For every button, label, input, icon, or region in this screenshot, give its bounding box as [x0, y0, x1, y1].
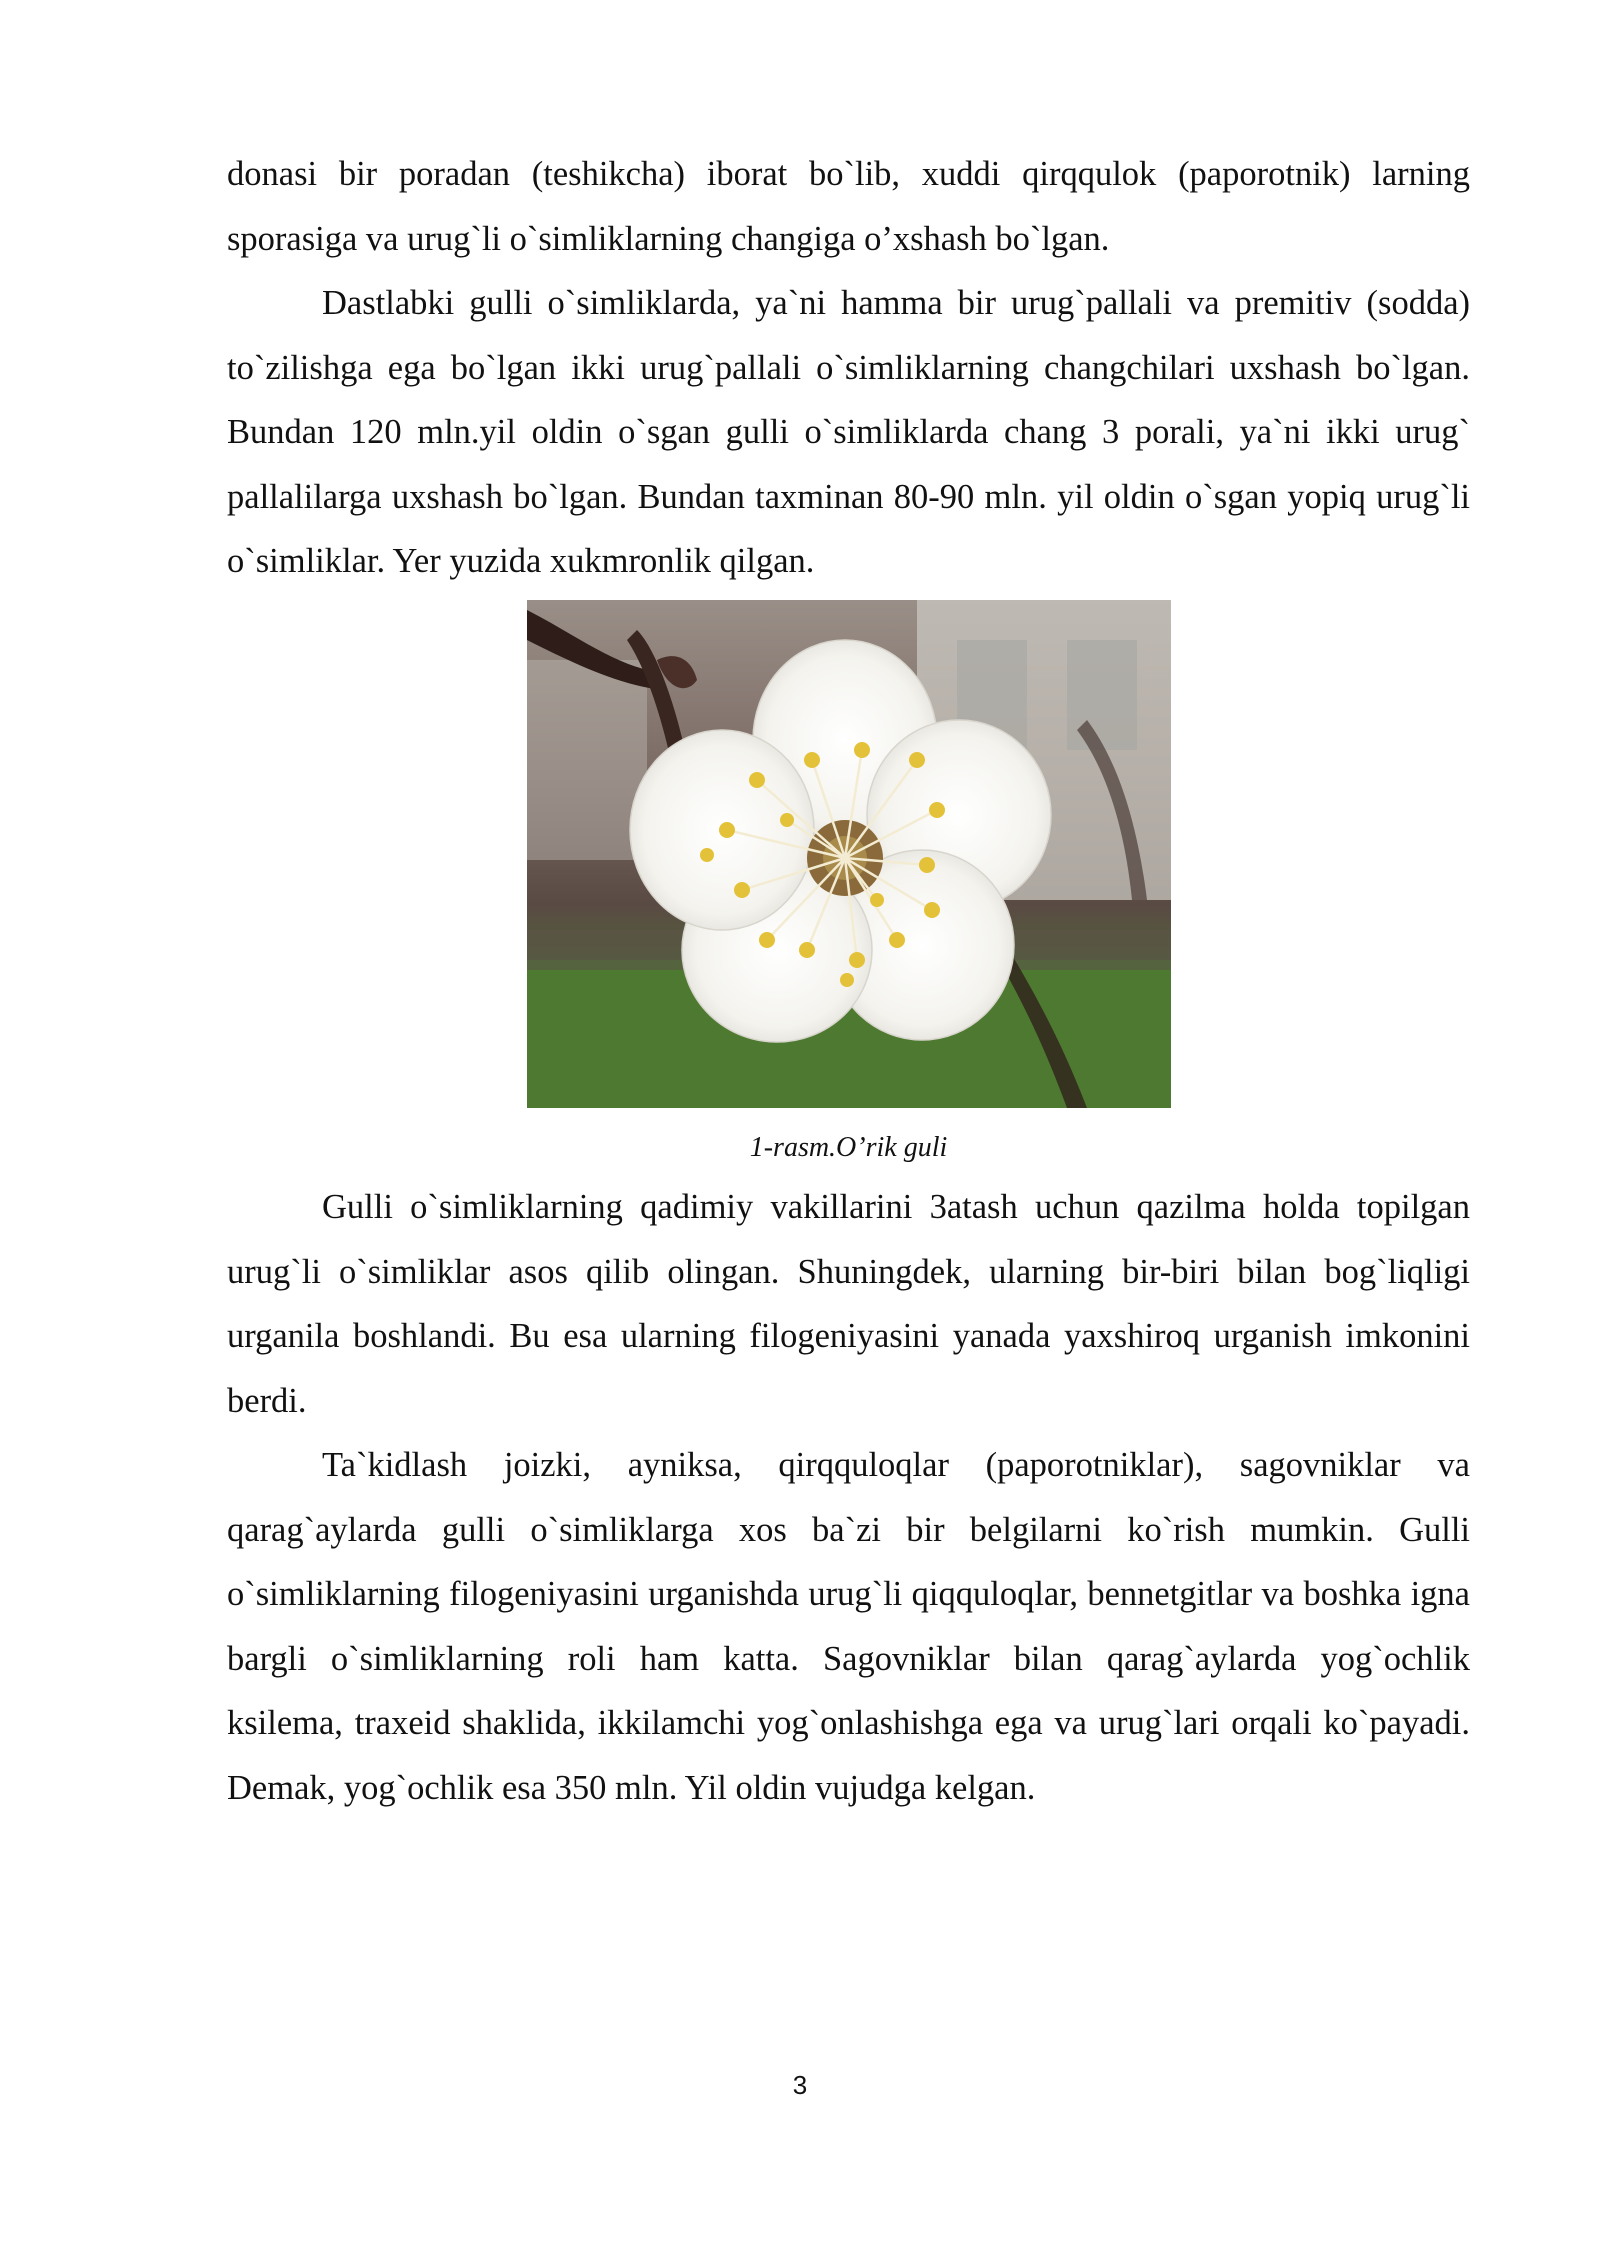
- paragraph-3: Gulli o`simliklarning qadimiy vakillarini 3atash uchun qazilma holda topilgan urug`li o`simliklar asos qilib olingan. Shuningdek, ularning bir-biri bilan bog`liqligi urganila boshlandi. Bu esa ularning filogeniyasini yanada yaxshiroq urganish imkonini berdi.: [227, 1188, 1470, 1420]
- page-number: 3: [792, 2070, 808, 2100]
- paragraph-1: donasi bir poradan (teshikcha) iborat bo`lib, xuddi qirqqulok (paporotnik) larning sporasiga va urug`li o`simliklarning changiga o’xshash bo`lgan.: [227, 155, 1470, 258]
- paragraph-4: Ta`kidlash joizki, ayniksa, qirqquloqlar (paporotniklar), sagovniklar va qarag`aylarda gulli o`simliklarga xos ba`zi bir belgilarni ko`rish mumkin. Gulli o`simliklarning filogeniyasini urganishda urug`li qiqquloqlar, bennetgitlar va boshka igna bargli o`simliklarning roli ham katta. Sagovniklar bilan qarag`aylarda yog`ochlik ksilema, traxeid shaklida, ikkilamchi yog`onlashishga ega va urug`lari orqali ko`payadi. Demak, yog`ochlik esa 350 mln. Yil oldin vujudga kelgan.: [227, 1446, 1470, 1807]
- paragraph-2: Dastlabki gulli o`simliklarda, ya`ni hamma bir urug`pallali va premitiv (sodda) to`zilishga ega bo`lgan ikki urug`pallali o`simliklarning changchilari uxshash bo`lgan. Bundan 120 mln.yil oldin o`sgan gulli o`simliklarda chang 3 porali, ya`ni ikki urug` pallalilarga uxshash bo`lgan. Bundan taxminan 80-90 mln. yil oldin o`sgan yopiq urug`li o`simliklar. Yer yuzida xukmronlik qilgan.: [227, 284, 1470, 580]
- text-block-top: [227, 142, 1470, 594]
- text-block-bottom: [227, 1175, 1470, 1820]
- apricot-flower-photo: [527, 600, 1171, 1108]
- figure-caption: 1-rasm.O’rik guli: [749, 1132, 948, 1163]
